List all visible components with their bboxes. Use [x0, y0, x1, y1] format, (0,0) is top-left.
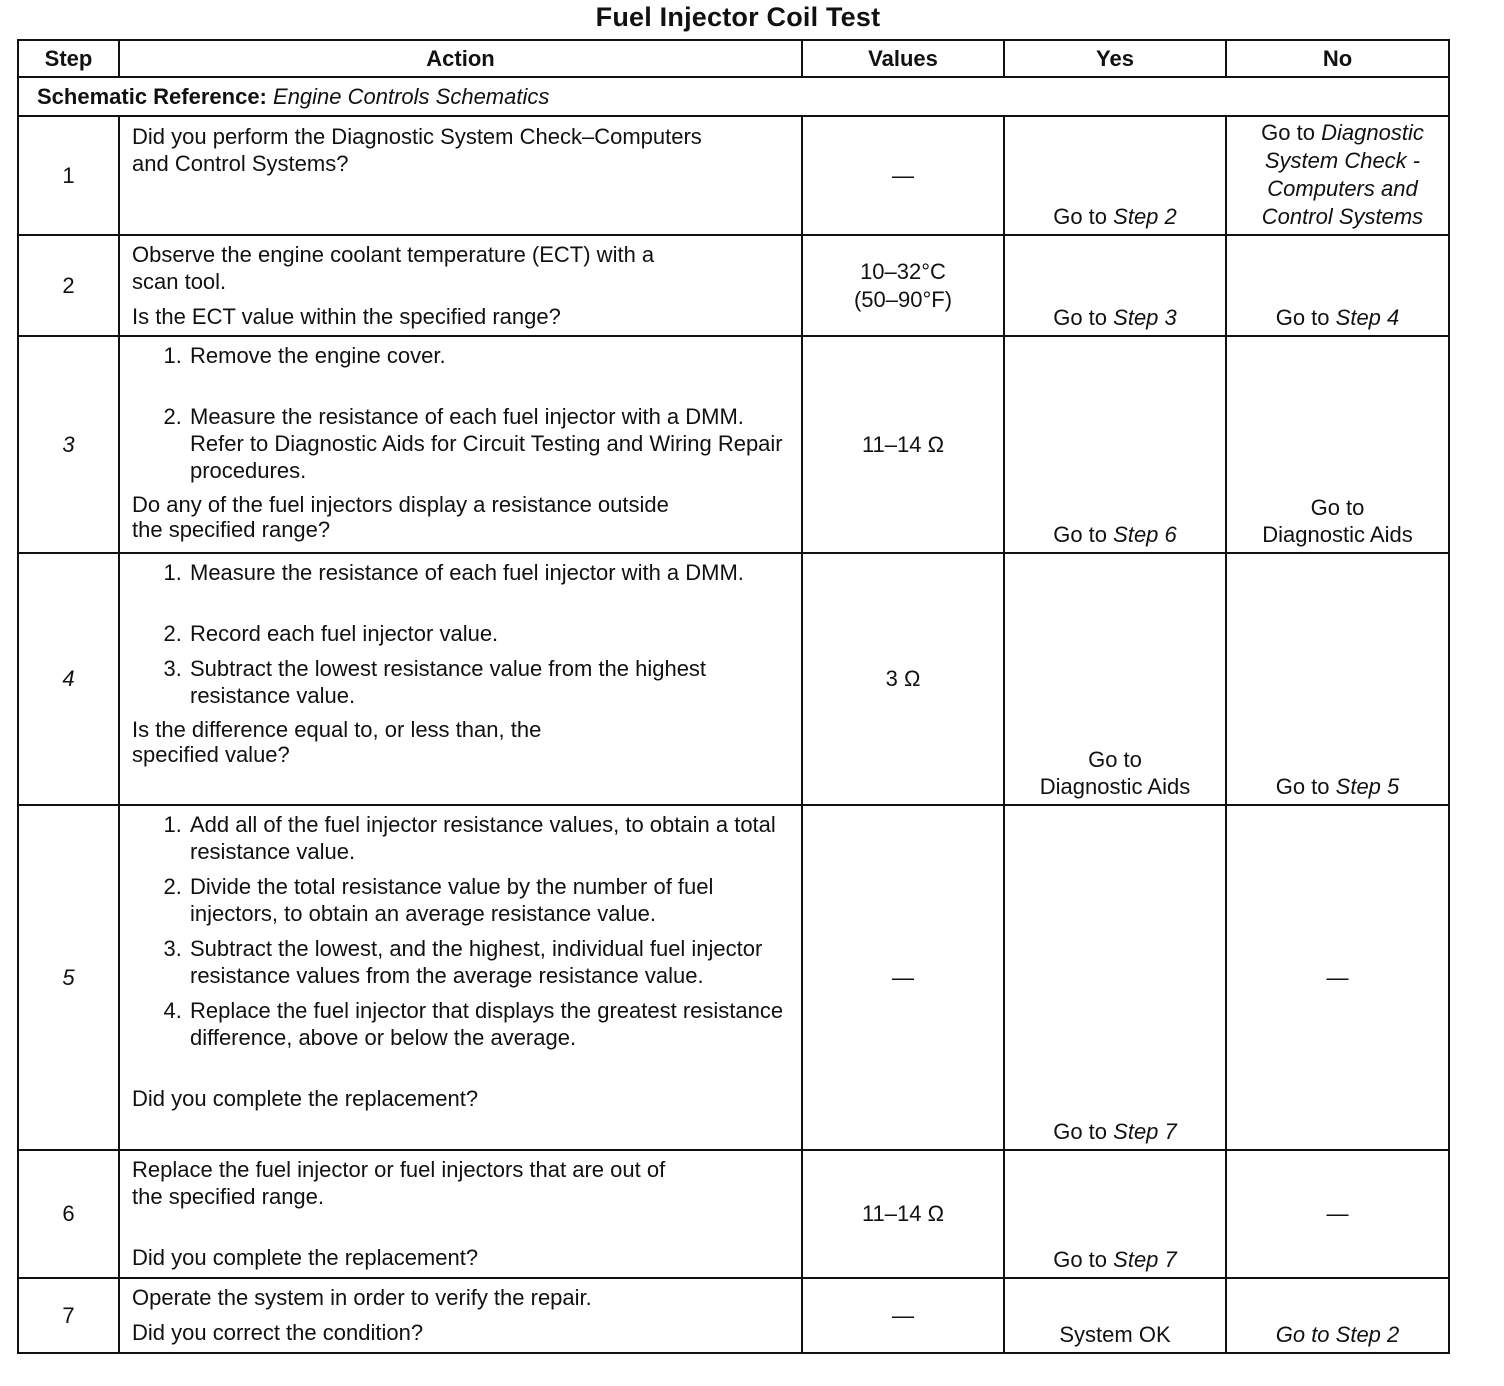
table-row [18, 805, 1449, 1150]
schematic-reference [18, 77, 1449, 116]
table-row [18, 116, 1449, 235]
value-cell: — [802, 116, 1004, 235]
list-item: 3. Subtract the lowest resistance value from the highest resistance value. [188, 655, 793, 709]
schematic-row [18, 77, 1449, 116]
step-number: 3 [18, 336, 119, 553]
schematic-value: Engine Controls Schematics [273, 83, 550, 109]
yes-action: System OK [1059, 1322, 1171, 1347]
question: Did you complete the replacement? [132, 1086, 479, 1111]
list-item: 1. Add all of the fuel injector resistance values, to obtain a total resistance value. [188, 811, 793, 865]
action-cell [119, 1150, 802, 1278]
table-row [18, 336, 1449, 553]
no-cell: — [1226, 805, 1449, 1150]
list-item: 2. Divide the total resistance value by the number of fuel injectors, to obtain an average resistance value. [188, 873, 793, 927]
question: Is the ECT value within the specified range? [132, 304, 561, 329]
header-step: Step [18, 40, 119, 77]
yes-action: Go to Step 7 [1053, 1119, 1177, 1144]
step-number: 4 [18, 553, 119, 805]
action-line: Replace the fuel injector or fuel injectors that are out of [132, 1157, 666, 1182]
table-row [18, 1150, 1449, 1278]
step-number: 2 [18, 235, 119, 336]
yes-action: Go to Step 2 [1053, 204, 1177, 229]
action-cell [119, 1278, 802, 1353]
table-row [18, 235, 1449, 336]
yes-action: Go to Diagnostic Aids [1039, 747, 1191, 799]
list-item: 2. Measure the resistance of each fuel injector with a DMM. Refer to Diagnostic Aids for Circuit Testing and Wiring Repair procedures. [188, 403, 793, 484]
action-line: scan tool. [132, 269, 227, 294]
yes-cell [1004, 553, 1226, 805]
yes-cell [1004, 805, 1226, 1150]
diagnostic-table [17, 39, 1450, 1354]
action-cell [119, 116, 802, 235]
list-item: 3. Subtract the lowest, and the highest, individual fuel injector resistance values from the average resistance value. [188, 935, 793, 989]
no-cell [1226, 553, 1449, 805]
header-row [18, 40, 1449, 77]
no-cell [1226, 116, 1449, 235]
yes-cell [1004, 116, 1226, 235]
no-action: Go to Step 5 [1275, 774, 1400, 799]
step-number: 7 [18, 1278, 119, 1353]
value-cell: 10–32°C (50–90°F) [802, 235, 1004, 336]
yes-cell [1004, 1150, 1226, 1278]
no-cell [1226, 336, 1449, 553]
no-cell [1226, 1278, 1449, 1353]
list-item: 1. Measure the resistance of each fuel injector with a DMM. [188, 559, 793, 586]
yes-action: Go to Step 7 [1053, 1247, 1177, 1272]
page-title: Fuel Injector Coil Test [595, 2, 881, 32]
question: Is the difference equal to, or less than, the [132, 717, 542, 742]
yes-action: Go to Step 6 [1053, 522, 1177, 547]
action-line: the specified range. [132, 1184, 325, 1209]
no-cell [1226, 235, 1449, 336]
value-cell: 11–14 Ω [802, 336, 1004, 553]
step-number: 1 [18, 116, 119, 235]
table-row [18, 553, 1449, 805]
no-action: Go to Diagnostic Aids [1262, 495, 1413, 547]
list-item: 2. Record each fuel injector value. [188, 620, 793, 647]
no-action: Go to Step 4 [1275, 305, 1400, 330]
schematic-label: Schematic Reference: [37, 83, 267, 109]
action-cell [119, 336, 802, 553]
yes-cell [1004, 336, 1226, 553]
question: specified value? [132, 742, 290, 767]
header-no: No [1226, 40, 1449, 77]
yes-cell [1004, 1278, 1226, 1353]
table-row [18, 1278, 1449, 1353]
step-number: 6 [18, 1150, 119, 1278]
action-cell [119, 805, 802, 1150]
no-action: Go to Diagnostic System Check - Computers and Control Systems [1261, 120, 1424, 229]
no-cell: — [1226, 1150, 1449, 1278]
value-cell: 3 Ω [802, 553, 1004, 805]
header-action: Action [119, 40, 802, 77]
question: Do any of the fuel injectors display a resistance outside [132, 492, 669, 517]
value-cell: 11–14 Ω [802, 1150, 1004, 1278]
action-cell [119, 235, 802, 336]
list-item: 4. Replace the fuel injector that displays the greatest resistance difference, above or below the average. [188, 997, 793, 1051]
value-cell: — [802, 805, 1004, 1150]
header-yes: Yes [1004, 40, 1226, 77]
question: Did you correct the condition? [132, 1320, 424, 1345]
question: Did you complete the replacement? [132, 1245, 479, 1270]
yes-action: Go to Step 3 [1053, 305, 1177, 330]
yes-cell [1004, 235, 1226, 336]
list-item: 1. Remove the engine cover. [188, 342, 793, 369]
header-values: Values [802, 40, 1004, 77]
step-number: 5 [18, 805, 119, 1150]
value-cell: — [802, 1278, 1004, 1353]
action-cell [119, 553, 802, 805]
action-line: Did you perform the Diagnostic System Check–Computers [132, 124, 702, 149]
action-line: Operate the system in order to verify the repair. [132, 1285, 592, 1310]
no-action: Go to Step 2 [1275, 1322, 1400, 1347]
question: the specified range? [132, 517, 331, 542]
action-line: Observe the engine coolant temperature (ECT) with a [132, 242, 655, 267]
action-line: and Control Systems? [132, 151, 349, 176]
